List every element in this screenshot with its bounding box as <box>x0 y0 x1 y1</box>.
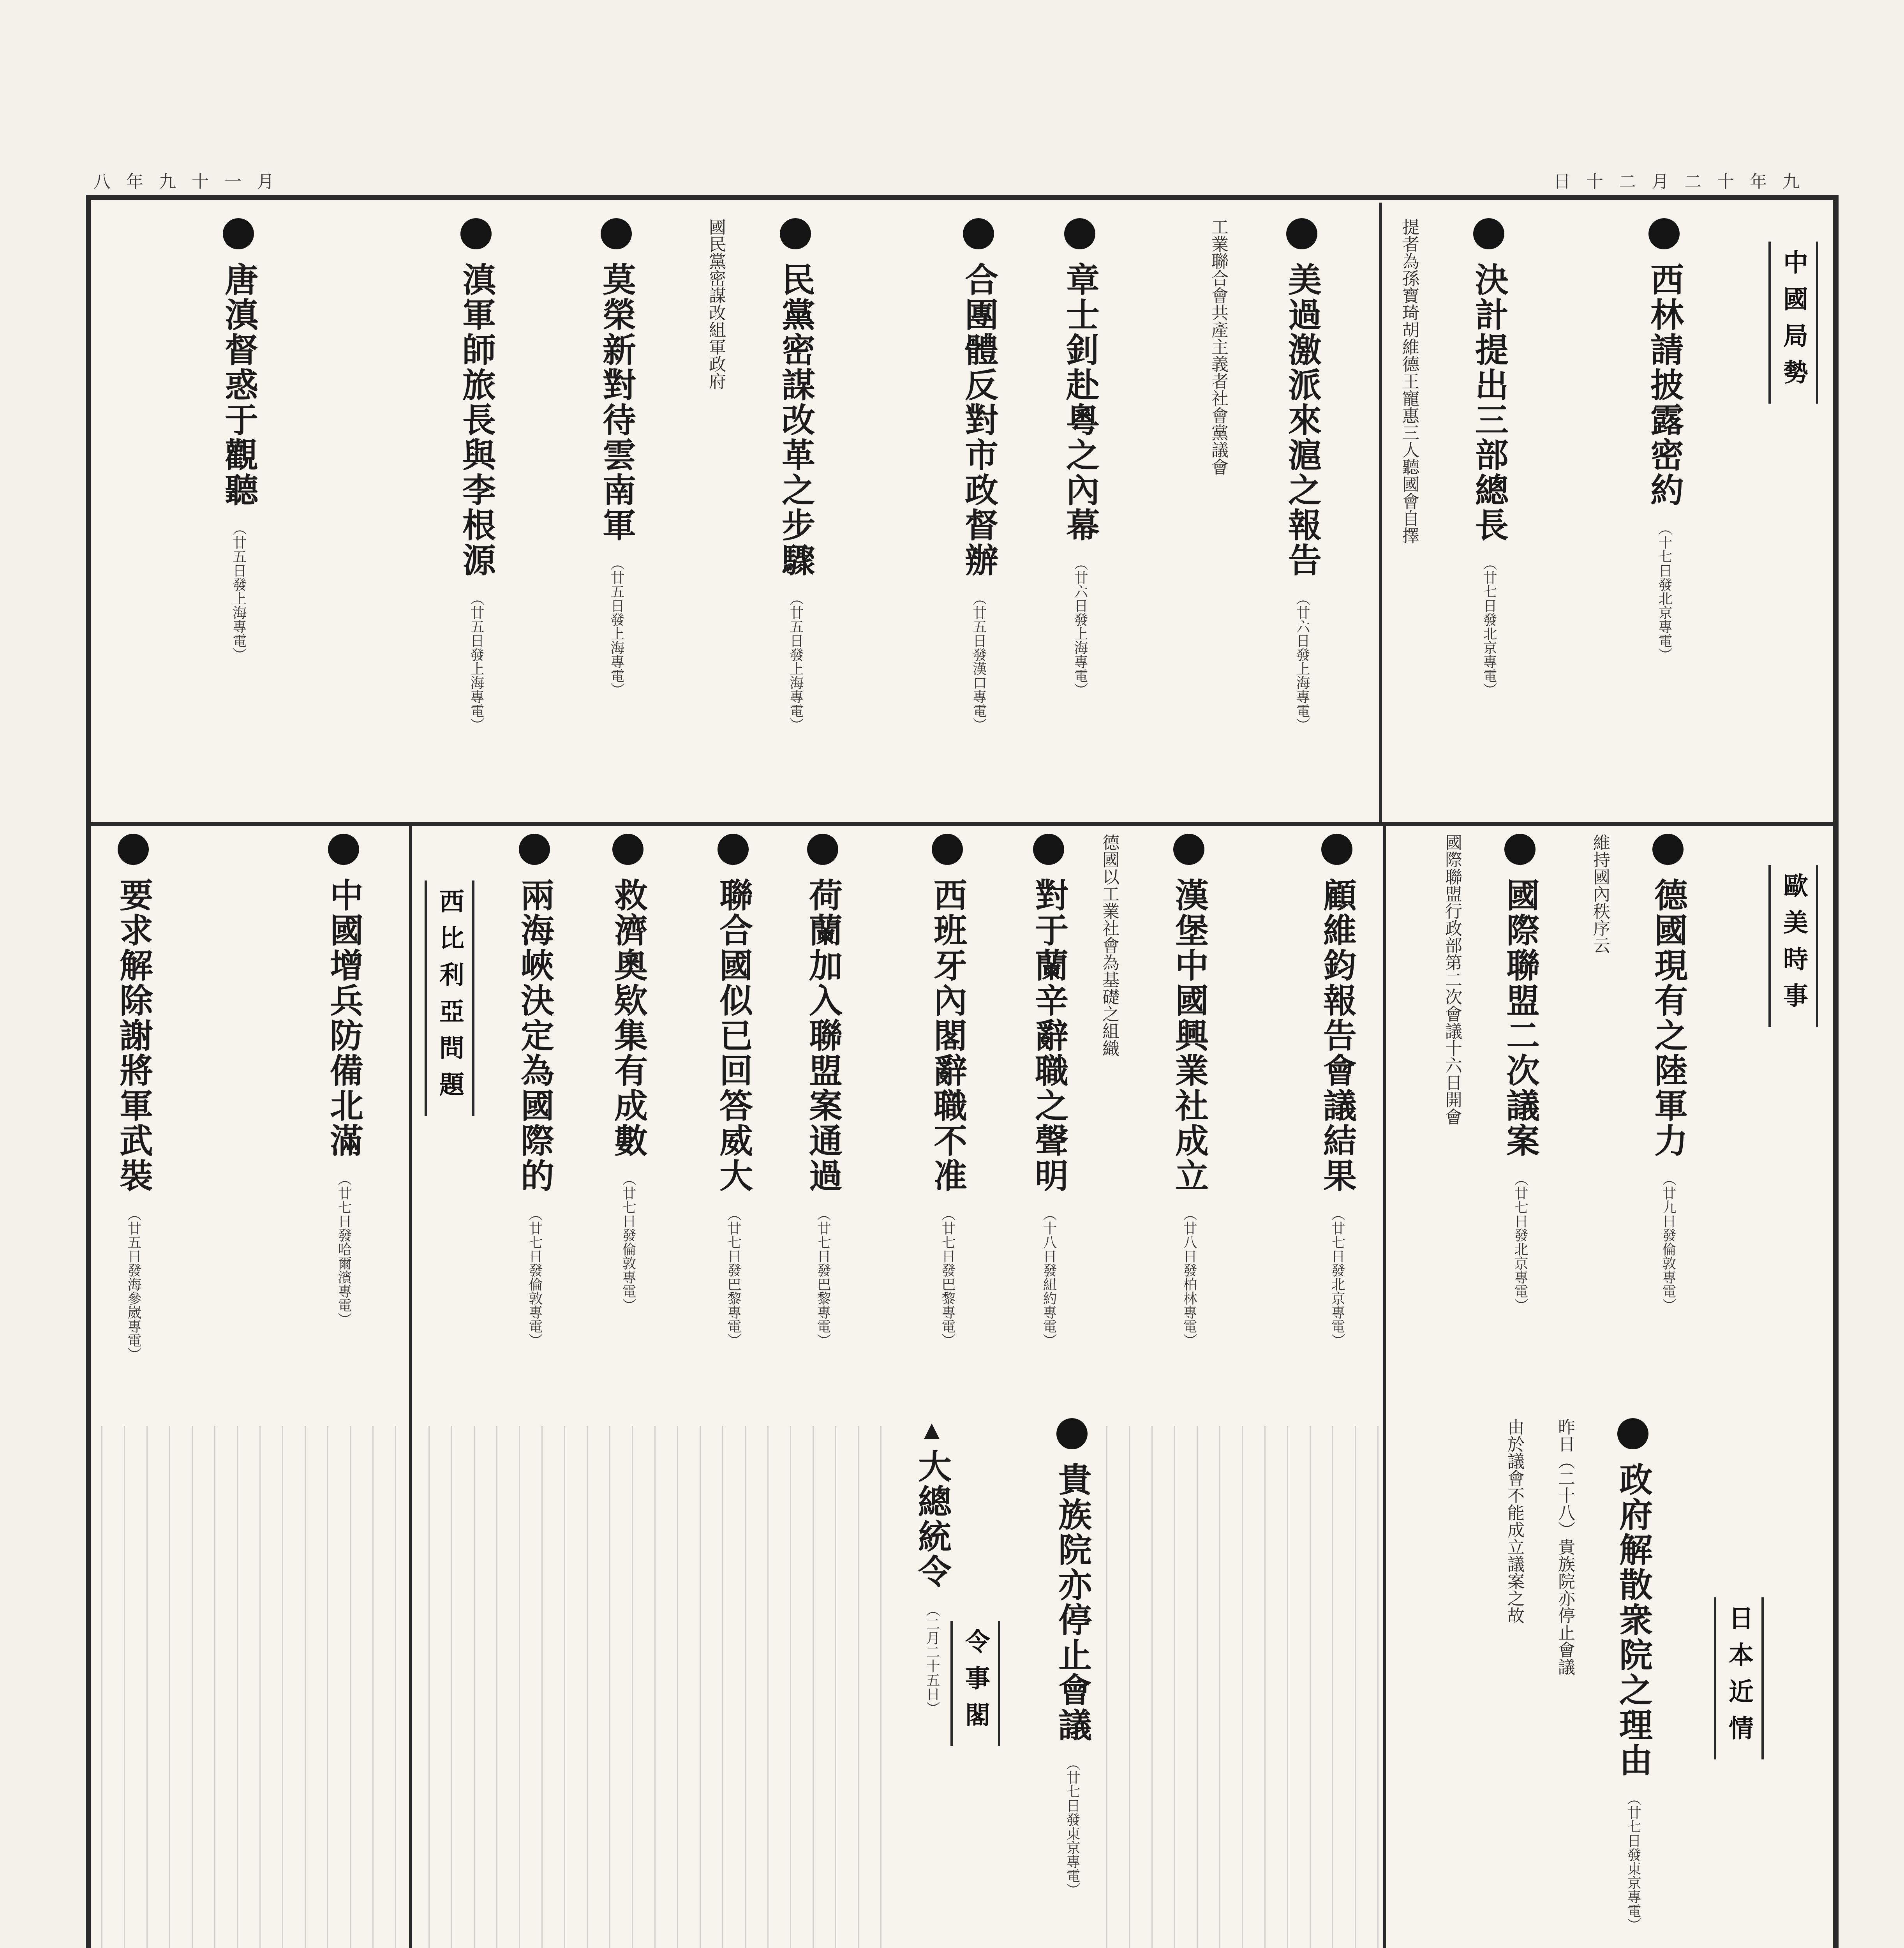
bullet-icon <box>519 834 550 865</box>
bullet-icon <box>1648 218 1680 249</box>
headline: 決計提出三部總長 <box>1469 262 1509 543</box>
body-text: 國民黨密謀改組軍政府 <box>706 218 726 390</box>
body-text: 德國以工業社會為基礎之組織 <box>1099 834 1119 1057</box>
text-block <box>101 1426 397 1948</box>
dateline: （二月二十五日） <box>924 1603 940 1715</box>
headline: 政府解散衆院之理由 <box>1613 1462 1653 1778</box>
body-text: 昨日（二十八）貴族院亦停止會議 <box>1555 1418 1575 1675</box>
bullet-icon <box>118 834 149 865</box>
bullet-icon <box>932 834 963 865</box>
page-header <box>93 168 1815 191</box>
bullet-icon <box>1064 218 1095 249</box>
headline: 兩海峽決定為國際的 <box>515 878 554 1193</box>
dateline: （廿七日發倫敦專電） <box>620 1172 636 1312</box>
dateline: （廿九日發倫敦專電） <box>1660 1172 1676 1312</box>
article-china-body-1 <box>1398 218 1419 810</box>
dateline: （廿五日發上海專電） <box>788 591 804 732</box>
section-europe: 歐美時事 <box>1768 865 1818 1027</box>
article-europe-4 <box>1169 834 1209 1465</box>
article-europe-9 <box>608 834 648 1465</box>
headline: 要求解除謝將軍武裝 <box>114 878 153 1193</box>
bullet-icon <box>1652 834 1684 865</box>
article-china-7 <box>596 218 636 810</box>
article-china-8 <box>456 218 496 810</box>
body-text: 提者為孫寶琦胡維德王寵惠三人聽國會自擇 <box>1399 218 1419 544</box>
headline: 章士釗赴粵之內幕 <box>1060 262 1100 543</box>
dateline: （廿七日發巴黎專電） <box>940 1207 956 1347</box>
dateline: （廿七日發北京專電） <box>1512 1172 1528 1312</box>
dateline: （廿五日發上海專電） <box>608 556 624 697</box>
dateline: （廿七日發北京專電） <box>1329 1207 1345 1347</box>
article-northwest-2 <box>113 834 153 1465</box>
divider-top <box>1379 203 1382 822</box>
divider-middle <box>1383 826 1386 1948</box>
bullet-icon <box>1321 834 1352 865</box>
dateline: （廿七日發東京專電） <box>1064 1756 1080 1897</box>
section-china: 中國局勢 <box>1768 242 1818 404</box>
bullet-icon <box>1286 218 1317 249</box>
headline: 貴族院亦停止會議 <box>1052 1462 1092 1743</box>
article-europe-body-3 <box>1098 834 1119 1465</box>
bullet-icon <box>1504 834 1536 865</box>
headline: 美過激派來滬之報告 <box>1282 262 1322 578</box>
header-left: 八年九十一月 <box>93 172 290 192</box>
section-northwest: 西比利亞問題 <box>425 880 474 1116</box>
article-japan-2 <box>1052 1418 1092 1948</box>
bullet-icon <box>460 218 492 249</box>
article-china-body-3 <box>705 218 726 810</box>
dateline: （廿七日發巴黎專電） <box>815 1207 831 1347</box>
band-rule-1 <box>90 822 1835 826</box>
article-japan-3 <box>911 1418 952 1948</box>
headline: 德國現有之陸軍力 <box>1648 878 1688 1158</box>
headline: 聯合國似已回答威大 <box>714 878 753 1193</box>
dateline: （十七日發北京專電） <box>1656 521 1672 662</box>
article-europe-body-2 <box>1441 834 1462 1465</box>
article-china-body-2 <box>1208 218 1229 810</box>
body-text: 工業聯合會共產主義者社會黨議會 <box>1208 218 1228 475</box>
bullet-icon <box>1056 1418 1088 1449</box>
dateline: （廿五日發漢口專電） <box>971 591 987 732</box>
article-china-4 <box>1060 218 1100 810</box>
bullet-icon <box>1033 834 1064 865</box>
article-japan-1 <box>1613 1418 1653 1948</box>
headline: 合團體反對市政督辦 <box>959 262 998 578</box>
headline: 中國增兵防備北滿 <box>324 878 363 1158</box>
article-china-6 <box>775 218 816 810</box>
dateline: （廿七日發東京專電） <box>1625 1791 1641 1932</box>
article-europe-6 <box>927 834 968 1465</box>
dateline: （廿七日發倫敦專電） <box>527 1207 543 1347</box>
bullet-icon <box>1173 834 1204 865</box>
text-block <box>1106 1426 1379 1948</box>
article-europe-body-1 <box>1589 834 1610 1465</box>
headline: 顧維鈞報告會議結果 <box>1317 878 1357 1193</box>
bullet-icon <box>807 834 838 865</box>
triangle-icon: ▲ <box>920 1418 943 1442</box>
headline: 莫榮新對待雲南軍 <box>597 262 636 543</box>
dateline: （廿七日發哈爾濱專電） <box>336 1172 352 1326</box>
article-china-3 <box>1282 218 1322 810</box>
article-china-9 <box>218 218 259 810</box>
article-europe-5 <box>1028 834 1069 1465</box>
article-europe-7 <box>802 834 843 1465</box>
headline: 滇軍師旅長與李根源 <box>457 262 496 578</box>
dateline: （廿五日發上海專電） <box>468 591 484 732</box>
bullet-icon <box>601 218 632 249</box>
bullet-icon <box>223 218 254 249</box>
article-china-2 <box>1469 218 1509 810</box>
article-europe-3 <box>1317 834 1357 1465</box>
dateline: （廿六日發上海專電） <box>1294 591 1310 732</box>
bullet-icon <box>328 834 359 865</box>
divider-northwest <box>409 826 412 1948</box>
dateline: （廿八日發柏林專電） <box>1181 1207 1197 1347</box>
body-text: 由於議會不能成立議案之故 <box>1504 1418 1524 1624</box>
headline: 西林請披露密約 <box>1645 262 1684 508</box>
bullet-icon <box>612 834 643 865</box>
article-japan-body-2 <box>1504 1418 1525 1948</box>
headline: 荷蘭加入聯盟案通過 <box>803 878 843 1193</box>
body-text: 國際聯盟行政部第二次會議十六日開會 <box>1442 834 1462 1125</box>
section-japan: 日本近情 <box>1714 1597 1764 1759</box>
dateline: （廿七日發北京專電） <box>1481 556 1497 697</box>
article-japan-body-1 <box>1554 1418 1575 1948</box>
article-europe-10 <box>514 834 555 1465</box>
text-block <box>428 1426 896 1948</box>
dateline: （廿五日發上海專電） <box>231 521 247 662</box>
section-council: 令事閣 <box>950 1621 1000 1746</box>
body-text: 維持國內秩序云 <box>1590 834 1610 954</box>
headline: 大總統令 <box>912 1449 952 1589</box>
bullet-icon <box>963 218 994 249</box>
article-china-5 <box>958 218 999 810</box>
dateline: （廿五日發海參崴專電） <box>125 1207 141 1361</box>
headline: 唐滇督惑于觀聽 <box>219 262 258 508</box>
headline: 救濟奧欵集有成數 <box>608 878 648 1158</box>
headline: 漢堡中國興業社成立 <box>1169 878 1209 1193</box>
article-northwest-1 <box>323 834 364 1465</box>
article-europe-8 <box>713 834 753 1465</box>
article-europe-2 <box>1500 834 1540 1465</box>
headline: 國際聯盟二次議案 <box>1500 878 1540 1158</box>
header-right: 日十二月二十年九 <box>1553 172 1815 192</box>
bullet-icon <box>1473 218 1504 249</box>
bullet-icon <box>718 834 749 865</box>
dateline: （十八日發紐約專電） <box>1041 1207 1057 1347</box>
bullet-icon <box>1617 1418 1648 1449</box>
article-europe-1 <box>1648 834 1688 1465</box>
dateline: （廿七日發巴黎專電） <box>725 1207 741 1347</box>
article-china-1 <box>1644 218 1684 810</box>
headline: 西班牙內閣辭職不准 <box>928 878 967 1193</box>
headline: 對于蘭辛辭職之聲明 <box>1029 878 1068 1193</box>
bullet-icon <box>780 218 811 249</box>
headline: 民黨密謀改革之步驟 <box>776 262 815 578</box>
dateline: （廿六日發上海專電） <box>1072 556 1088 697</box>
